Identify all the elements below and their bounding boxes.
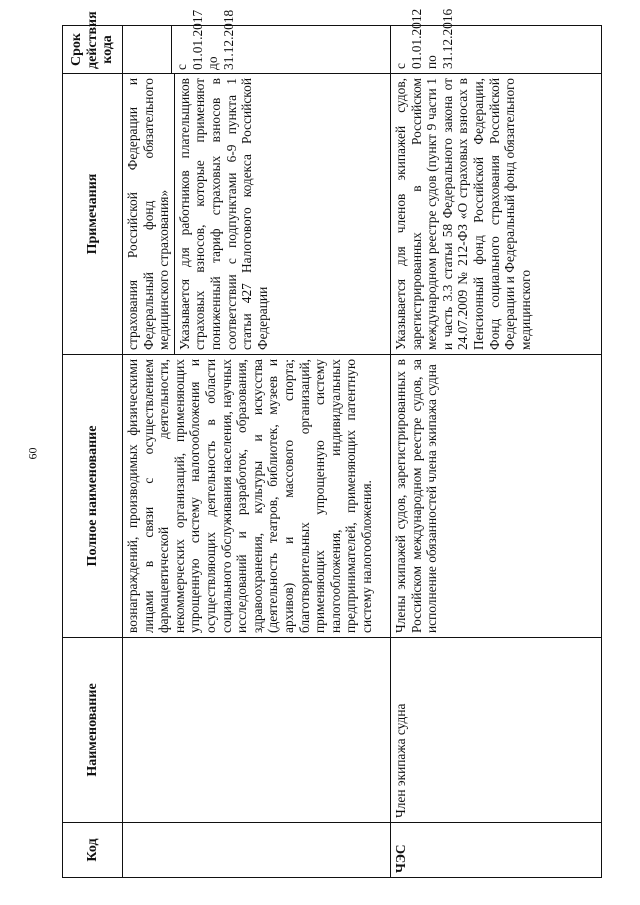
page-number: 60 xyxy=(25,447,40,460)
row-full-name: Члены экипажей судов, зарегистрированных в Российском международном реестре судов, за исполнение обязанностей члена экипажа судна xyxy=(391,355,602,638)
codes-table xyxy=(62,8,602,878)
row-term-value: с 01.01.2017 до 31.12.2018 xyxy=(174,9,236,70)
header-code: Код xyxy=(63,823,123,878)
row-notes: Указывается для членов экипажей судов, зарегистрированных в Российском международном реестре судов (пункт 9 части 1 и часть 3.3 статьи 58 Федерального закона от 24.07.2009 № 212-ФЗ «О страховых взносах в Пенсионный фонд Российской Федерации, Фонд социального страхования Российской Федерации и Федеральный фонд обязательного медицинского xyxy=(391,74,602,355)
row-notes-main: Указывается для работников плательщиков страховых взносов, которые применяют пониженный тариф страховых взносов в соответствии с подпунктами 6-9 пункта 1 статьи 427 Налогового кодекса Российской Федерации xyxy=(176,78,270,350)
header-term: Срок действия кода xyxy=(63,26,123,74)
header-name: Наименование xyxy=(63,638,123,823)
table-row xyxy=(391,26,602,878)
row-name xyxy=(123,638,391,823)
row-term xyxy=(123,9,391,74)
row-notes xyxy=(123,74,391,355)
row-term: с 01.01.2012 по 31.12.2016 xyxy=(391,26,602,74)
row-code xyxy=(123,823,391,878)
row-term-empty xyxy=(123,26,172,73)
row-full-name: вознаграждений, производимых физическими лицами в связи с осуществлением фармацевтической деятельности, некоммерческих организаций, применяющих упрощенную систему налогообложения и осуществляющих деятельность в области социального обслуживания населения, научных исследований и разработок, образования, здравоохранения, культуры и искусства (деятельность театров, библиотек, музеев и архивов) и массового спорта; благотворительных организаций, применяющих упрощенную систему налогообложения, индивидуальных предпринимателей, применяющих патентную систему налогообложения. xyxy=(123,355,391,638)
header-full-name: Полное наименование xyxy=(63,355,123,638)
row-code: ЧЭС xyxy=(391,823,602,878)
rotated-table-wrapper xyxy=(62,8,602,878)
header-notes: Примечания xyxy=(63,74,123,355)
table-header-row xyxy=(63,26,123,878)
row-name: Член экипажа судна xyxy=(391,638,602,823)
table-row xyxy=(123,26,391,878)
row-notes-continued: страхования Российской Федерации и Федеральный фонд обязательного медицинского страхования» xyxy=(123,74,175,354)
